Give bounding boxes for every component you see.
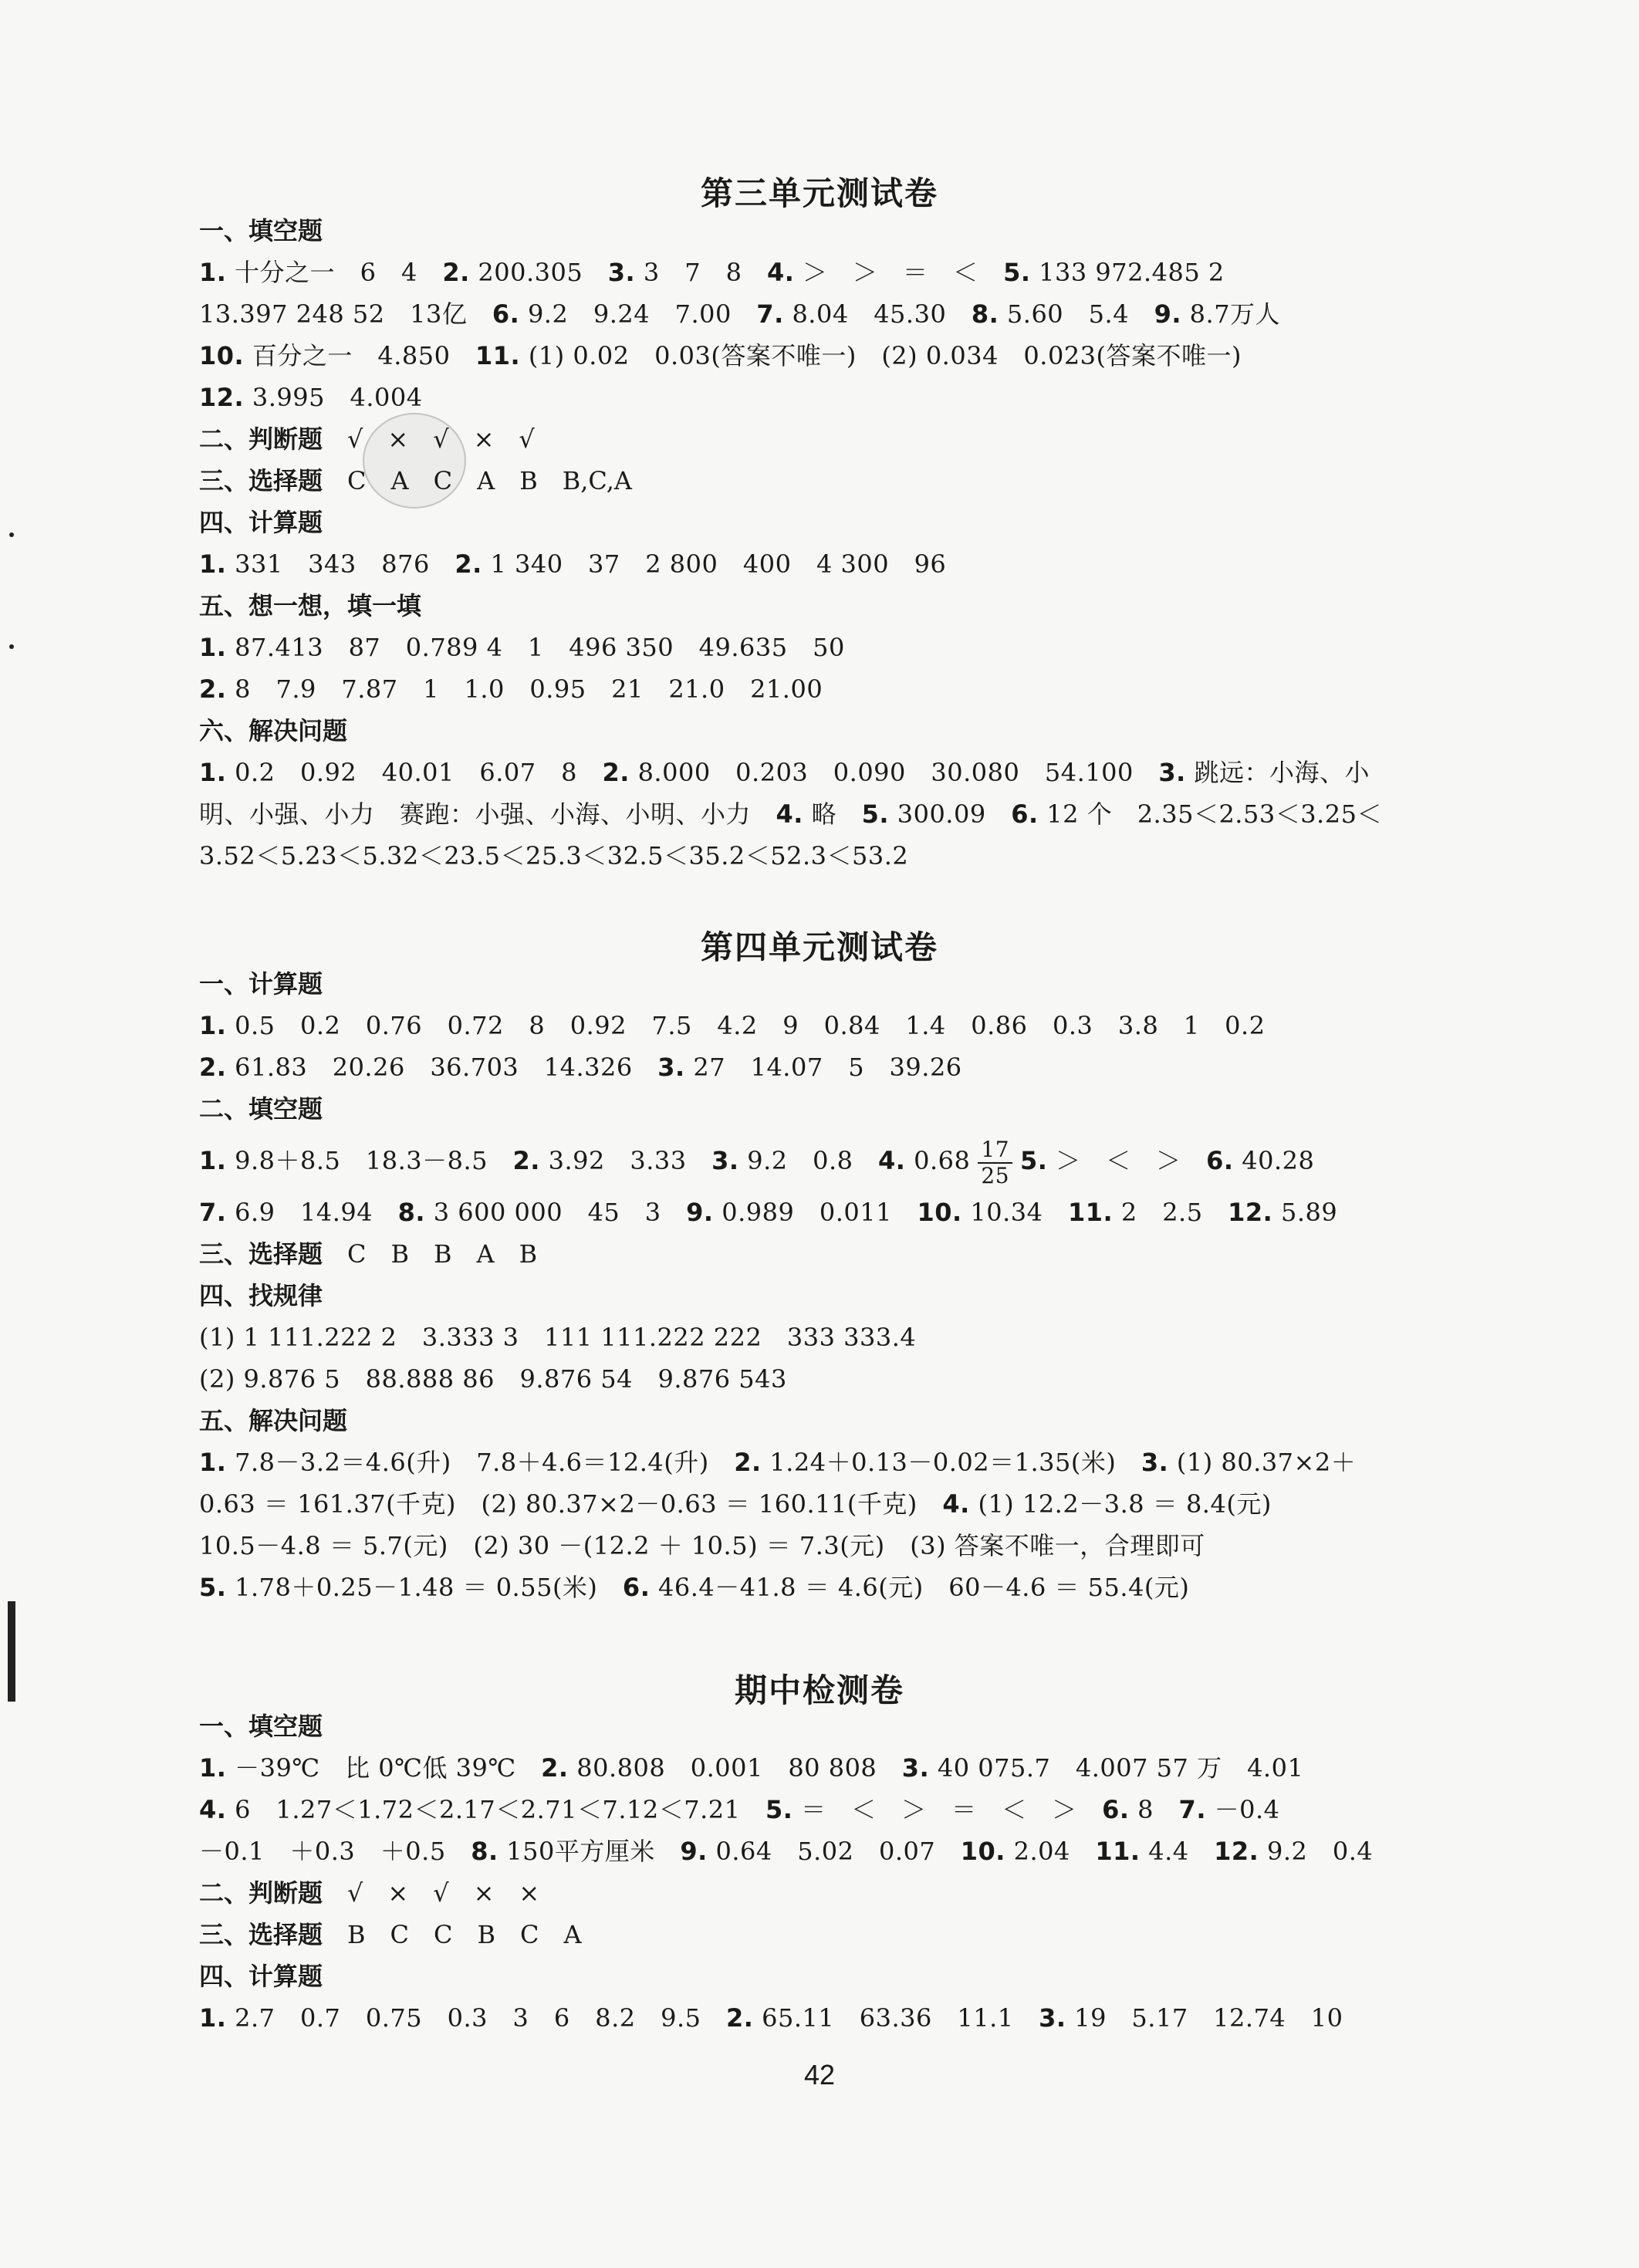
q-number: 6.: [1102, 1795, 1130, 1824]
q-number: 12.: [1228, 1198, 1273, 1227]
answer-text: 2.04: [1005, 1837, 1096, 1866]
section-title-unit3: 第三单元测试卷: [700, 174, 938, 212]
q-number: 10.: [960, 1837, 1005, 1866]
answer-line: [199, 1567, 1449, 1608]
q-number: 4.: [776, 799, 803, 829]
q-number: 7.: [1178, 1795, 1206, 1824]
q-number: 8.: [471, 1837, 498, 1866]
answer-text: 8.000 0.203 0.090 30.080 54.100: [629, 758, 1159, 787]
q-number: 1.: [199, 1011, 227, 1040]
answer-text: B C C B C A: [323, 1920, 582, 1949]
q-number: 8.: [971, 299, 999, 329]
answer-line: [199, 1358, 1449, 1400]
q-number: 5.: [765, 1795, 793, 1824]
answer-text: 明、小强、小力 赛跑：小强、小海、小明、小力: [199, 799, 776, 829]
answer-line: [199, 252, 1449, 293]
answer-text: 150平方厘米: [498, 1837, 681, 1866]
q-number: 12.: [1214, 1837, 1259, 1866]
answer-text: 9.8＋8.5 18.3－8.5: [226, 1146, 513, 1175]
q-number: 4.: [942, 1489, 970, 1519]
fraction-denominator: 25: [981, 1162, 1010, 1188]
answer-text: 331 343 876: [226, 549, 455, 579]
answer-line: [199, 1830, 1449, 1872]
q-number: 3.: [657, 1053, 685, 1082]
answer-text: 10.34: [961, 1198, 1068, 1227]
answer-text: 12 个 2.35＜2.53＜3.25＜: [1038, 799, 1382, 829]
q-number: 2.: [512, 1146, 540, 1175]
answer-text: 0.68: [905, 1146, 971, 1175]
answer-line: [199, 293, 1449, 335]
q-number: 4.: [878, 1146, 906, 1175]
answer-text: 61.83 20.26 36.703 14.326: [226, 1053, 658, 1082]
answer-text: －0.4: [1205, 1795, 1280, 1824]
answer-text: 2.7 0.7 0.75 0.3 3 6 8.2 9.5: [226, 2003, 727, 2033]
answer-text: 1 340 37 2 800 400 4 300 96: [482, 549, 947, 579]
q-number: 5.: [861, 799, 890, 829]
heading-fill-blanks: 二、填空题: [199, 1094, 323, 1124]
q-number: 5.: [199, 1573, 227, 1602]
answer-text: (1) 1 111.222 2 3.333 3 111 111.222 222 333 333.4: [199, 1323, 917, 1352]
q-number: 2.: [455, 549, 482, 579]
q-number: 3.: [607, 258, 636, 287]
answer-text: √ × √ × ×: [323, 1878, 540, 1908]
unit4-content: [199, 963, 1449, 1608]
answer-text: 6.9 14.94: [226, 1198, 398, 1227]
q-number: 10.: [199, 341, 245, 370]
heading-label: 三、选择题: [199, 1239, 323, 1269]
q-number: 11.: [475, 341, 521, 370]
q-number: 8.: [397, 1198, 426, 1227]
q-number: 1.: [199, 1753, 227, 1783]
q-number: 3.: [1039, 2003, 1066, 2033]
answer-text: 200.305: [469, 258, 608, 287]
heading-true-false: [199, 418, 1449, 460]
heading-calculation: 一、计算题: [199, 969, 323, 999]
q-number: 6.: [492, 299, 520, 329]
fraction: [978, 1137, 1012, 1188]
answer-line: [199, 543, 1449, 585]
heading-solve-problems: 六、解决问题: [199, 716, 348, 745]
answer-text: 3 600 000 45 3: [425, 1198, 687, 1227]
q-number: 3.: [1158, 758, 1186, 787]
answer-text: (1) 80.37×2＋: [1168, 1448, 1357, 1477]
answer-text: 十分之一 6 4: [226, 258, 443, 287]
answer-text: (2) 9.876 5 88.888 86 9.876 54 9.876 543: [199, 1364, 787, 1394]
answer-line: [199, 1747, 1449, 1789]
answer-text: 6 1.27＜1.72＜2.17＜2.71＜7.12＜7.21: [226, 1795, 765, 1824]
answer-text: 5.60 5.4: [999, 299, 1154, 329]
scan-dot: [9, 532, 14, 537]
answer-text: 9.2 9.24 7.00: [519, 299, 757, 329]
section-title-midterm: 期中检测卷: [734, 1671, 904, 1709]
answer-text: 19 5.17 12.74 10: [1066, 2003, 1343, 2033]
answer-text: 87.413 87 0.789 4 1 496 350 49.635 50: [226, 633, 845, 662]
answer-text: 46.4－41.8 ＝ 4.6(元) 60－4.6 ＝ 55.4(元): [650, 1573, 1190, 1602]
answer-line: [199, 1997, 1449, 2039]
answer-text: 0.5 0.2 0.76 0.72 8 0.92 7.5 4.2 9 0.84 1.4 0.86 0.3 3.8 1 0.2: [226, 1011, 1266, 1040]
q-number: 9.: [680, 1837, 708, 1866]
q-number: 11.: [1067, 1198, 1114, 1227]
q-number: 7.: [199, 1198, 227, 1227]
answer-text: 9.2 0.4: [1259, 1837, 1374, 1866]
heading-true-false: [199, 1872, 1449, 1914]
answer-text: 0.2 0.92 40.01 6.07 8: [226, 758, 603, 787]
answer-text: 1.24＋0.13－0.02＝1.35(米): [761, 1448, 1141, 1477]
q-number: 1.: [199, 258, 227, 287]
answer-text: －39℃ 比 0℃低 39℃: [226, 1753, 542, 1783]
q-number: 1.: [199, 1448, 227, 1477]
answer-text: 80.808 0.001 80 808: [568, 1753, 902, 1783]
answer-text: 3.995 4.004: [244, 383, 423, 412]
answer-line: [199, 793, 1449, 835]
answer-line: [199, 752, 1449, 793]
q-number: 5.: [1020, 1146, 1048, 1175]
heading-think-fill: 五、想一想，填一填: [199, 591, 422, 620]
answer-text: C A C A B B,C,A: [323, 466, 633, 495]
answer-text: (1) 0.02 0.03(答案不唯一) (2) 0.034 0.023(答案不唯一): [520, 341, 1242, 370]
answer-text: 40.28: [1233, 1146, 1315, 1175]
answer-text: 1.78＋0.25－1.48 ＝ 0.55(米): [226, 1573, 623, 1602]
heading-label: 三、选择题: [199, 466, 323, 495]
unit3-content: [199, 210, 1449, 877]
fraction-numerator: 17: [978, 1137, 1012, 1164]
q-number: 1.: [199, 1146, 227, 1175]
answer-text: (1) 12.2－3.8 ＝ 8.4(元): [969, 1489, 1272, 1519]
heading-multiple-choice: [199, 1914, 1449, 1955]
q-number: 2.: [442, 258, 470, 287]
answer-text: 0.64 5.02 0.07: [707, 1837, 961, 1866]
answer-text: －0.1 ＋0.3 ＋0.5: [199, 1837, 471, 1866]
answer-text: √ × √ × √: [323, 424, 535, 454]
midterm-content: [199, 1705, 1449, 2039]
answer-line: [199, 1191, 1449, 1233]
answer-line: [199, 1442, 1449, 1483]
q-number: 2.: [541, 1753, 569, 1783]
answer-line: [199, 1483, 1449, 1525]
answer-line: [199, 377, 1449, 418]
answer-line: [199, 668, 1449, 710]
heading-fill-blanks: 一、填空题: [199, 216, 323, 245]
answer-text: ＝ ＜ ＞ ＝ ＜ ＞: [792, 1795, 1103, 1824]
q-number: 9.: [686, 1198, 714, 1227]
answer-text: 略: [803, 799, 862, 829]
answer-text: 13.397 248 52 13亿: [199, 299, 492, 329]
answer-text: 300.09: [889, 799, 1012, 829]
answer-line: [199, 1046, 1449, 1088]
answer-text: 3.92 3.33: [539, 1146, 712, 1175]
answer-line: [199, 1005, 1449, 1046]
answer-line: [199, 335, 1449, 377]
answer-line: [199, 627, 1449, 668]
answer-text: 8.7万人: [1181, 299, 1281, 329]
heading-fill-blanks: 一、填空题: [199, 1712, 323, 1741]
scan-dot: [9, 644, 14, 649]
q-number: 2.: [199, 674, 227, 704]
section-title-unit4: 第四单元测试卷: [700, 928, 938, 966]
q-number: 6.: [622, 1573, 651, 1602]
q-number: 4.: [199, 1795, 227, 1824]
answer-text: 27 14.07 5 39.26: [684, 1053, 962, 1082]
q-number: 1.: [199, 2003, 227, 2033]
q-number: 2.: [602, 758, 630, 787]
answer-text: 0.63 ＝ 161.37(千克) (2) 80.37×2－0.63 ＝ 160.11(千克): [199, 1489, 943, 1519]
answer-text: 65.11 63.36 11.1: [753, 2003, 1039, 2033]
q-number: 1.: [199, 633, 227, 662]
q-number: 2.: [199, 1053, 227, 1082]
heading-find-pattern: 四、找规律: [199, 1281, 323, 1310]
answer-text: 40 075.7 4.007 57 万 4.01: [929, 1753, 1304, 1783]
q-number: 3.: [711, 1146, 739, 1175]
q-number: 6.: [1011, 799, 1039, 829]
answer-text: 5.89: [1272, 1198, 1338, 1227]
q-number: 1.: [199, 549, 227, 579]
q-number: 12.: [199, 383, 245, 412]
q-number: 4.: [766, 258, 795, 287]
answer-line: [199, 835, 1449, 877]
answer-text: 0.989 0.011: [713, 1198, 918, 1227]
answer-text: 7.8－3.2＝4.6(升) 7.8＋4.6＝12.4(升): [226, 1448, 735, 1477]
heading-label: 二、判断题: [199, 1878, 323, 1908]
answer-text: 3.52＜5.23＜5.32＜23.5＜25.3＜32.5＜35.2＜52.3＜53.2: [199, 841, 909, 870]
page-number: 42: [803, 2059, 836, 2091]
answer-text: 10.5－4.8 ＝ 5.7(元) (2) 30 －(12.2 ＋ 10.5) ＝ 7.3(元) (3) 答案不唯一，合理即可: [199, 1531, 1205, 1560]
answer-line: [199, 1130, 1449, 1191]
answer-text: 百分之一 4.850: [244, 341, 475, 370]
answer-line: [199, 1317, 1449, 1358]
answer-line: [199, 1789, 1449, 1830]
answer-text: 8: [1129, 1795, 1179, 1824]
q-number: 6.: [1206, 1146, 1234, 1175]
q-number: 11.: [1095, 1837, 1141, 1866]
heading-multiple-choice: [199, 1233, 1449, 1275]
answer-text: ＞ ＞ ＝ ＜: [794, 258, 1004, 287]
answer-text: 2 2.5: [1113, 1198, 1228, 1227]
q-number: 3.: [901, 1753, 930, 1783]
answer-text: ＞ ＜ ＞: [1047, 1146, 1207, 1175]
answer-text: 3 7 8: [635, 258, 767, 287]
answer-text: 4.4: [1140, 1837, 1215, 1866]
answer-text: 8 7.9 7.87 1 1.0 0.95 21 21.0 21.00: [226, 674, 823, 704]
answer-text: 9.2 0.8: [738, 1146, 879, 1175]
heading-label: 二、判断题: [199, 424, 323, 454]
heading-calculation: 四、计算题: [199, 508, 323, 537]
q-number: 10.: [917, 1198, 962, 1227]
q-number: 5.: [1003, 258, 1031, 287]
heading-solve-problems: 五、解决问题: [199, 1406, 348, 1435]
heading-label: 三、选择题: [199, 1920, 323, 1949]
q-number: 1.: [199, 758, 227, 787]
q-number: 7.: [756, 299, 784, 329]
q-number: 2.: [726, 2003, 754, 2033]
q-number: 2.: [734, 1448, 762, 1477]
answer-text: C B B A B: [323, 1239, 538, 1269]
answer-text: 跳远：小海、小: [1185, 758, 1370, 787]
answer-text: 133 972.485 2: [1030, 258, 1225, 287]
answer-text: 8.04 45.30: [783, 299, 972, 329]
q-number: 9.: [1154, 299, 1181, 329]
answer-line: [199, 1525, 1449, 1567]
q-number: 3.: [1141, 1448, 1169, 1477]
heading-multiple-choice: [199, 460, 1449, 502]
heading-calculation: 四、计算题: [199, 1962, 323, 1991]
